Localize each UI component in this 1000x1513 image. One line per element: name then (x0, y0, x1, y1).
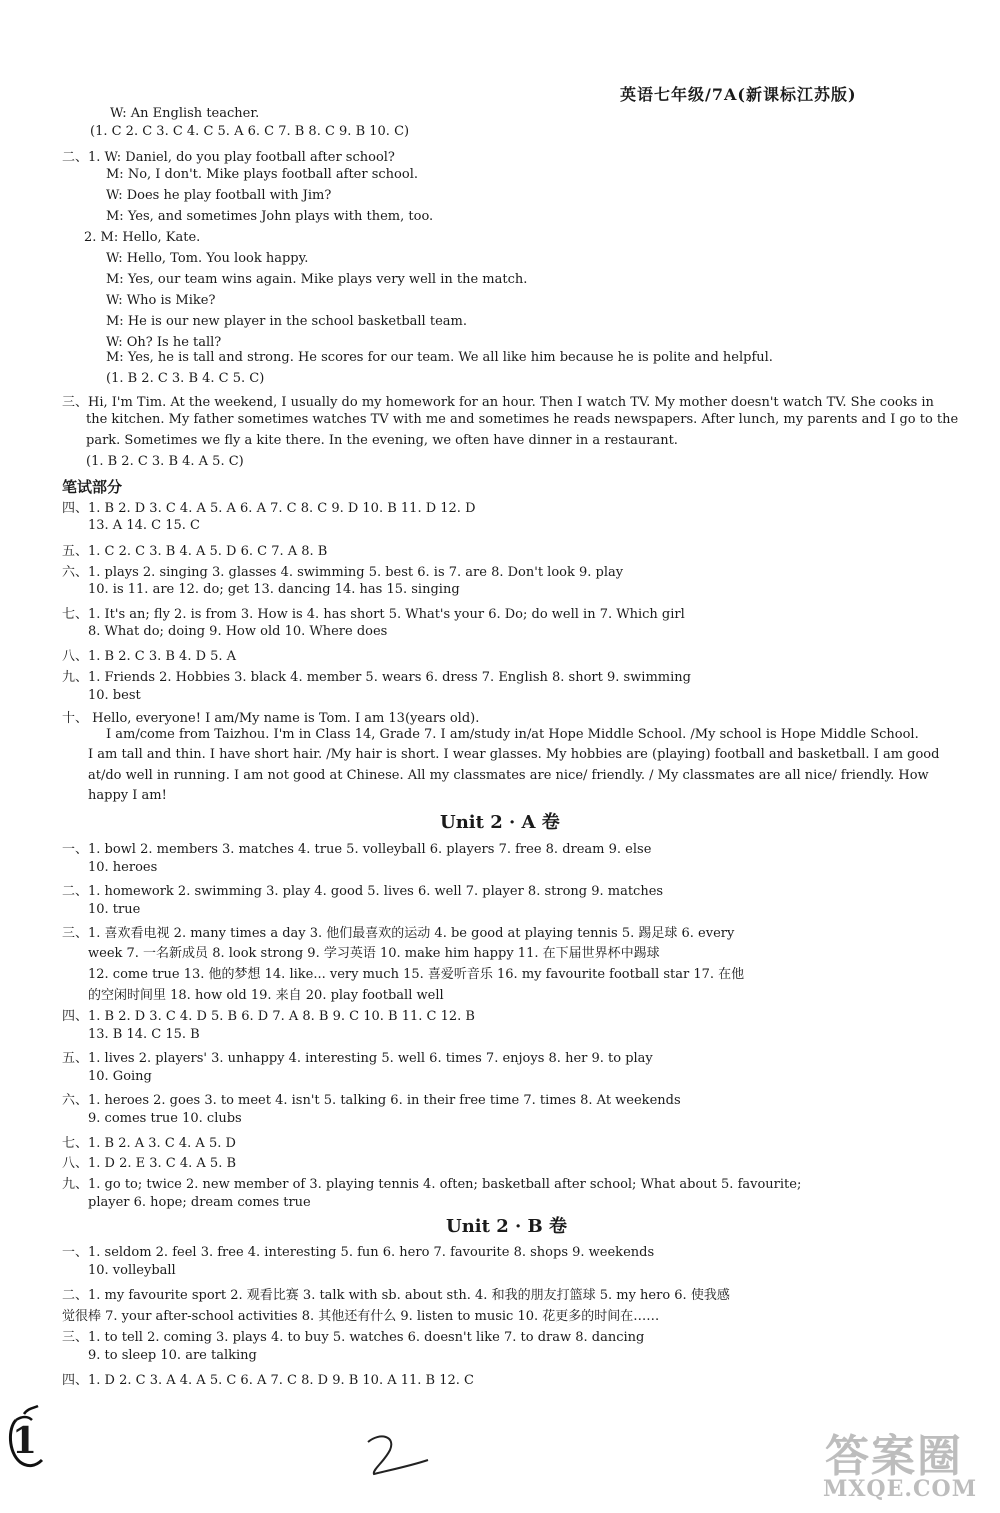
answer-line: 八、1. B 2. C 3. B 4. D 5. A (62, 649, 237, 664)
answer-line: 9. to sleep 10. are talking (88, 1348, 257, 1363)
answer-line: (1. B 2. C 3. B 4. A 5. C) (86, 454, 244, 469)
answer-line: 六、1. plays 2. singing 3. glasses 4. swimming 5. best 6. is 7. are 8. Don't look 9. play (62, 565, 624, 580)
answer-line: (1. B 2. C 3. B 4. C 5. C) (106, 371, 265, 386)
answer-line: 九、1. go to; twice 2. new member of 3. playing tennis 4. often; basketball after school; What about 5. favourite; (62, 1177, 802, 1192)
answer-line: 8. What do; doing 9. How old 10. Where does (88, 624, 388, 639)
text-line: 二、1. W: Daniel, do you play football after school? (62, 150, 395, 165)
answer-line: 一、1. bowl 2. members 3. matches 4. true 5. volleyball 6. players 7. free 8. dream 9. else (62, 842, 652, 857)
text-line: 2. M: Hello, Kate. (84, 230, 201, 245)
answer-line: 10. heroes (88, 860, 158, 875)
text-line: M: No, I don't. Mike plays football after school. (106, 167, 418, 182)
answer-line: 10. volleyball (88, 1263, 176, 1278)
answer-line: 四、1. B 2. D 3. C 4. A 5. A 6. A 7. C 8. C 9. D 10. B 11. D 12. D (62, 501, 476, 516)
answer-line: 八、1. D 2. E 3. C 4. A 5. B (62, 1156, 237, 1171)
answer-line: 二、1. homework 2. swimming 3. play 4. good 5. lives 6. well 7. player 8. strong 9. matches (62, 884, 664, 899)
watermark (815, 1420, 995, 1510)
answer-line: 二、1. my favourite sport 2. 观看比赛 3. talk with sb. about sth. 4. 和我的朋友打篮球 5. my hero 6. 使我感 (62, 1288, 730, 1303)
answer-line: 一、1. seldom 2. feel 3. free 4. interesting 5. fun 6. hero 7. favourite 8. shops 9. weekends (62, 1245, 655, 1260)
answer-line: 五、1. C 2. C 3. B 4. A 5. D 6. C 7. A 8. B (62, 544, 328, 559)
answer-line: week 7. 一名新成员 8. look strong 9. 学习英语 10. make him happy 11. 在下届世界杯中踢球 (88, 946, 660, 961)
text-line: W: An English teacher. (110, 106, 260, 121)
text-line: the kitchen. My father sometimes watches TV with me and sometimes he reads newspapers. After lunch, my parents and I go to the (86, 412, 959, 427)
answer-line: (1. C 2. C 3. C 4. C 5. A 6. C 7. B 8. C 9. B 10. C) (90, 124, 410, 139)
text-line: M: He is our new player in the school basketball team. (106, 314, 467, 329)
answer-line: 10. true (88, 902, 141, 917)
answer-line: 10. is 11. are 12. do; get 13. dancing 14. has 15. singing (88, 582, 460, 597)
essay-line: I am/come from Taizhou. I'm in Class 14, Grade 7. I am/study in/at Hope Middle School. /My school is Hope Middle School. (106, 727, 919, 742)
answer-line: 觉很棒 7. your after-school activities 8. 其他还有什么 9. listen to music 10. 花更多的时间在…… (62, 1309, 660, 1324)
answer-line: 12. come true 13. 他的梦想 14. like... very much 15. 喜爱听音乐 16. my favourite football star 17. 在他 (88, 967, 745, 982)
text-line: 三、Hi, I'm Tim. At the weekend, I usually do my homework for an hour. Then I watch TV. My mother doesn't watch TV. She cooks in (62, 395, 934, 410)
unit-heading: Unit 2 · B 卷 (446, 1216, 568, 1237)
page-header: 英语七年级/7A(新课标江苏版) (620, 85, 857, 104)
essay-line: happy I am! (88, 788, 167, 803)
answer-line: 四、1. B 2. D 3. C 4. D 5. B 6. D 7. A 8. B 9. C 10. B 11. C 12. B (62, 1009, 475, 1024)
answer-line: 三、1. 喜欢看电视 2. many times a day 3. 他们最喜欢的运动 4. be good at playing tennis 5. 踢足球 6. every (62, 926, 735, 941)
answer-line: 三、1. to tell 2. coming 3. plays 4. to buy 5. watches 6. doesn't like 7. to draw 8. dancing (62, 1330, 645, 1345)
handwritten-mark (360, 1430, 440, 1480)
watermark-url: MXQE.COM (823, 1476, 978, 1502)
essay-line: 十、 Hello, everyone! I am/My name is Tom. I am 13(years old). (62, 711, 480, 726)
answer-line: 六、1. heroes 2. goes 3. to meet 4. isn't 5. talking 6. in their free time 7. times 8. At weekends (62, 1093, 681, 1108)
answer-line: 10. Going (88, 1069, 152, 1084)
answer-line: 七、1. B 2. A 3. C 4. A 5. D (62, 1136, 236, 1151)
text-line: W: Who is Mike? (106, 293, 216, 308)
answer-line: 的空闲时间里 18. how old 19. 来自 20. play football well (88, 988, 444, 1003)
text-line: M: Yes, our team wins again. Mike plays very well in the match. (106, 272, 528, 287)
answer-line: 七、1. It's an; fly 2. is from 3. How is 4. has short 5. What's your 6. Do; do well in 7. Which girl (62, 607, 685, 622)
answer-line: 13. A 14. C 15. C (88, 518, 200, 533)
text-line: W: Oh? Is he tall? (106, 335, 222, 350)
watermark-title: 答案圈 (825, 1431, 963, 1482)
section-heading: 笔试部分 (62, 478, 123, 496)
text-line: W: Hello, Tom. You look happy. (106, 251, 309, 266)
answer-line: player 6. hope; dream comes true (88, 1195, 311, 1210)
answer-line: 九、1. Friends 2. Hobbies 3. black 4. member 5. wears 6. dress 7. English 8. short 9. swimming (62, 670, 691, 685)
text-line: M: Yes, and sometimes John plays with them, too. (106, 209, 434, 224)
text-line: W: Does he play football with Jim? (106, 188, 332, 203)
text-line: park. Sometimes we fly a kite there. In the evening, we often have dinner in a restaurant. (86, 433, 678, 448)
page-number: 1 (12, 1420, 38, 1462)
answer-line: 五、1. lives 2. players' 3. unhappy 4. interesting 5. well 6. times 7. enjoys 8. her 9. to play (62, 1051, 653, 1066)
essay-line: at/do well in running. I am not good at Chinese. All my classmates are nice/ friendly. / My classmates are all nice/ friendly. How (88, 768, 929, 783)
text-line: M: Yes, he is tall and strong. He scores for our team. We all like him because he is polite and helpful. (106, 350, 773, 365)
essay-line: I am tall and thin. I have short hair. /My hair is short. I wear glasses. My hobbies are (playing) football and basketball. I am good (88, 747, 940, 762)
answer-line: 10. best (88, 688, 141, 703)
unit-heading: Unit 2 · A 卷 (440, 812, 560, 833)
answer-line: 四、1. D 2. C 3. A 4. A 5. C 6. A 7. C 8. D 9. B 10. A 11. B 12. C (62, 1373, 474, 1388)
answer-line: 13. B 14. C 15. B (88, 1027, 200, 1042)
answer-line: 9. comes true 10. clubs (88, 1111, 242, 1126)
